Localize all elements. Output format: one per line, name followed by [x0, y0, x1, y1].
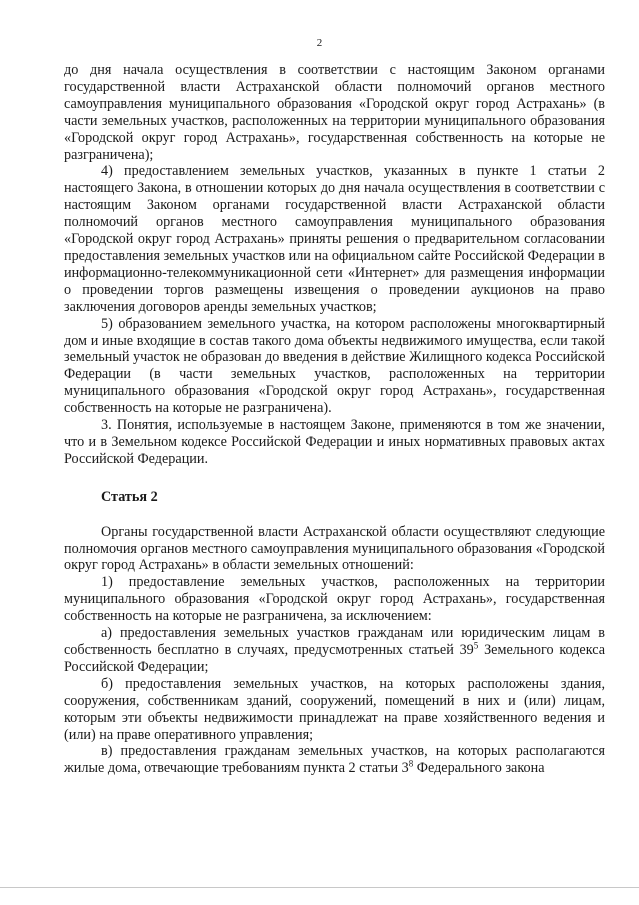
paragraph: 5) образованием земельного участка, на котором расположены многоквартирный дом и иные входящие в состав такого дома объекты недвижимого имущества, если такой земельный участок не образован до введения в действие Жилищного кодекса Российской Федерации (в части земельных участков, расположенных на территории муниципального образования «Городской округ город Астрахань», государственная собственность на которые не разграничена). — [64, 315, 605, 417]
paragraph: до дня начала осуществления в соответствии с настоящим Законом органами государственной власти Астраханской области полномочий органов местного самоуправления муниципального образования «Городской округ город Астрахань» (в части земельных участков, расположенных на территории муниципального образования «Городской округ город Астрахань», государственная собственность на которые не разграничена); — [64, 62, 605, 163]
article-item-v — [64, 743, 605, 777]
paragraph: 4) предоставлением земельных участков, указанных в пункте 1 статьи 2 настоящего Закона, в отношении которых до дня начала осуществления в соответствии с настоящим Законом органами государственной власти Астраханской области полномочий органов местного самоуправления муниципального образования «Городской округ город Астрахань» приняты решения о предварительном согласовании предоставления земельных участков или на официальном сайте Российской Федерации в информационно-телекоммуникационной сети «Интернет» для размещения информации о проведении торгов размещены извещения о проведении аукционов на право заключения договоров аренды земельных участков; — [64, 163, 605, 315]
item-v-text-end: Федерального закона — [413, 760, 545, 777]
item-v-superscript: 8 — [408, 758, 414, 769]
article-item-1: 1) предоставление земельных участков, расположенных на территории муниципального образования «Городской округ город Астрахань», государственная собственность на которые не разграничена, за исключением: — [64, 574, 605, 625]
article-item-b: б) предоставления земельных участков, на которых расположены здания, сооружения, собственникам зданий, сооружений, помещений в них и (или) лицам, которым эти объекты недвижимости принадлежат на праве хозяйственного ведения и (или) на праве оперативного управления; — [64, 675, 605, 743]
item-a-text: а) предоставления земельных участков гражданам или юридическим лицам в собственность бесплатно в случаях, предусмотренных статьей 39 — [64, 625, 605, 658]
article-heading: Статья 2 — [101, 488, 158, 505]
item-v-text: в) предоставления гражданам земельных участков, на которых располагаются жилые дома, отвечающие требованиям пункта 2 статьи 3 — [64, 743, 605, 777]
article-intro: Органы государственной власти Астраханской области осуществляют следующие полномочия органов местного самоуправления муниципального образования «Городской округ город Астрахань» в области земельных отношений: — [64, 523, 605, 574]
page-bottom-edge — [0, 887, 639, 888]
page-number: 2 — [316, 37, 323, 49]
item-a-text-end: Земельного кодекса Российской Федерации; — [64, 642, 606, 675]
document-body — [64, 62, 605, 777]
item-a-superscript: 5 — [473, 640, 479, 651]
paragraph: 3. Понятия, используемые в настоящем Законе, применяются в том же значении, что и в Земельном кодексе Российской Федерации и иных нормативных правовых актах Российской Федерации. — [64, 417, 605, 467]
article-item-a — [64, 625, 605, 676]
